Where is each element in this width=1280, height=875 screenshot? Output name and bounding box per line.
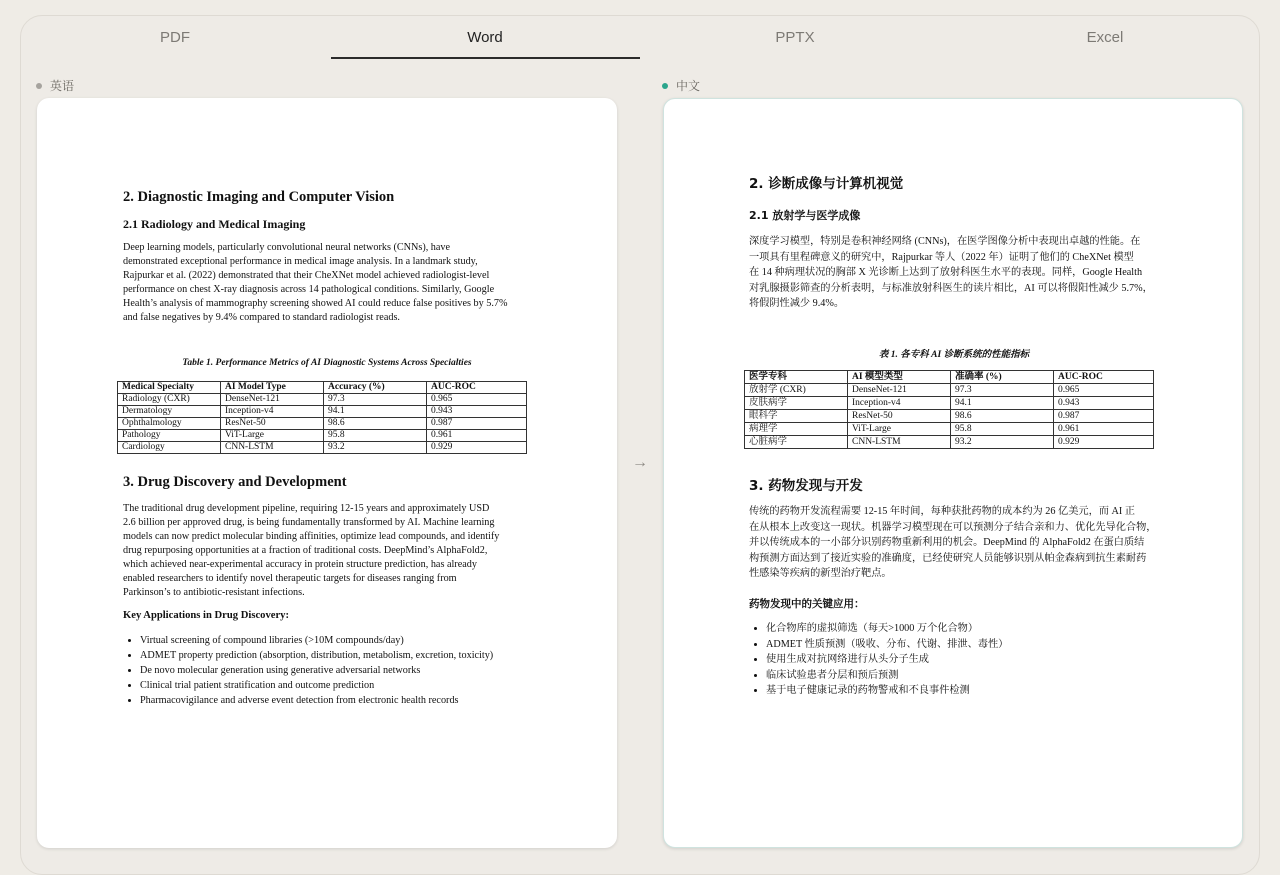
table-cell: 0.943 [427,406,527,418]
table-cell: 94.1 [324,406,427,418]
table-header-cell: Medical Specialty [118,382,221,394]
translated-document-page[interactable] [663,98,1243,848]
section-2-title: 2. Diagnostic Imaging and Computer Vision [123,189,395,205]
table-cell: 心脏病学 [745,436,848,449]
tab-word[interactable]: Word [467,29,503,46]
paragraph-line: 一项具有里程碑意义的研究中，Rajpurkar 等人（2022 年）证明了他们的 CheXNet 模型 [749,251,1134,263]
table-cell: ResNet-50 [848,410,951,423]
table-cell: Inception-v4 [221,406,324,418]
list-item: • 临床试验患者分层和预后预测 [766,668,1206,684]
table-cell: 0.961 [1054,423,1154,436]
table-cell: 95.8 [951,423,1054,436]
performance-table [744,370,1154,449]
paragraph-line: 在 14 种病理状况的胸部 X 光诊断上达到了放射科医生水平的表现。同样，Google Health [749,267,1143,278]
table-header-cell: AI 模型类型 [848,371,951,384]
table-header-row [745,371,1154,384]
table-header-row [118,382,527,394]
table-row [118,442,527,454]
key-applications-list [123,633,610,708]
list-item: • ADMET property prediction (absorption, distribution, metabolism, excretion, toxicity) [140,648,610,663]
list-item: • ADMET 性质预测（吸收、分布、代谢、排泄、毒性） [766,637,1206,653]
table-row [118,430,527,442]
paragraph-line: 对乳腺摄影筛查的分析表明，与标准放射科医生的读片相比，AI 可以将假阳性减少 5.7%， [749,282,1153,294]
paragraph-line: Parkinson’s to antibiotic-resistant infections. [123,587,305,598]
list-item: • Pharmacovigilance and adverse event detection from electronic health records [140,693,610,708]
paragraph-line: performance on chest X-ray diagnosis across 14 pathological conditions. Similarly, Google [123,284,495,295]
table-cell: 98.6 [951,410,1054,423]
table-cell: 97.3 [324,394,427,406]
source-document-page[interactable] [37,98,617,848]
list-item: • De novo molecular generation using generative adversarial networks [140,663,610,678]
source-language-label [36,77,74,94]
table-cell: DenseNet-121 [848,384,951,397]
table-cell: 皮肤病学 [745,397,848,410]
list-item: • Clinical trial patient stratification and outcome prediction [140,678,610,693]
table-cell: 0.961 [427,430,527,442]
list-item: • 基于电子健康记录的药物警戒和不良事件检测 [766,683,1206,699]
table-cell: 0.965 [427,394,527,406]
paragraph-line: models can now predict molecular binding affinities, optimize lead compounds, and identify [123,531,500,542]
paragraph-line: 性感染等疾病的新型治疗靶点。 [749,568,892,579]
paragraph-line: 深度学习模型，特别是卷积神经网络 (CNNs)，在医学图像分析中表现出卓越的性能。在 [749,236,1141,247]
source-language-text: 英语 [50,79,75,93]
active-tab-indicator [331,57,640,59]
table-cell: 0.965 [1054,384,1154,397]
paragraph-line: demonstrated exceptional performance in medical image analysis. In a landmark study, [123,256,478,267]
table-header-cell: 医学专科 [745,371,848,384]
paragraph-line: enabled researchers to identify novel therapeutic targets for diseases ranging from [123,573,457,584]
paragraph-line: drug repurposing opportunities at a fraction of traditional costs. DeepMind’s AlphaFold2, [123,545,488,556]
performance-table [117,381,527,454]
paragraph-line: 传统的药物开发流程需要 12-15 年时间，每种获批药物的成本约为 26 亿美元，而 AI 正 [749,506,1135,517]
table-row [118,406,527,418]
table-cell: 93.2 [324,442,427,454]
table-row [745,384,1154,397]
table-cell: DenseNet-121 [221,394,324,406]
section-3-paragraph [123,502,583,600]
section-2-title: 2. 诊断成像与计算机视觉 [749,176,904,192]
paragraph-line: 并以传统成本的一小部分识别药物重新利用的机会。DeepMind 的 AlphaFold2 在蛋白质结 [749,537,1145,548]
table-cell: Cardiology [118,442,221,454]
table-row [745,423,1154,436]
table-cell: ResNet-50 [221,418,324,430]
table-header-cell: Accuracy (%) [324,382,427,394]
table-cell: 眼科学 [745,410,848,423]
table-caption: 表 1. 各专科 AI 诊断系统的性能指标 [878,350,1030,360]
table-cell: 95.8 [324,430,427,442]
key-applications-list [749,621,1206,699]
paragraph-line: 构预测方面达到了接近实验的准确度，已经使研究人员能够识别从帕金森病到抗生素耐药 [749,552,1147,564]
table-cell: 93.2 [951,436,1054,449]
table-row [118,394,527,406]
paragraph-line: which achieved near-experimental accuracy in protein structure prediction, has already [123,559,477,570]
table-cell: 0.943 [1054,397,1154,410]
section-2-1-title: 2.1 放射学与医学成像 [749,209,861,222]
section-2-1-title: 2.1 Radiology and Medical Imaging [123,217,306,231]
key-applications-title: Key Applications in Drug Discovery: [123,610,289,621]
table-cell: 病理学 [745,423,848,436]
table-header-cell: AI Model Type [221,382,324,394]
table-cell: Dermatology [118,406,221,418]
list-item: • Virtual screening of compound libraries (>10M compounds/day) [140,633,610,648]
table-row [745,410,1154,423]
table-cell: 放射学 (CXR) [745,384,848,397]
table-cell: Radiology (CXR) [118,394,221,406]
list-item: • 化合物库的虚拟筛选（每天>1000 万个化合物） [766,621,1206,637]
table-cell: 0.929 [427,442,527,454]
table-cell: CNN-LSTM [221,442,324,454]
section-3-paragraph [749,504,1179,582]
section-3-title: 3. 药物发现与开发 [749,478,863,494]
table-cell: 0.987 [1054,410,1154,423]
paragraph-line: Deep learning models, particularly convolutional neural networks (CNNs), have [123,242,451,253]
format-tabs [20,15,1260,61]
tab-excel[interactable]: Excel [1086,29,1124,46]
paragraph-line: The traditional drug development pipeline, requiring 12-15 years and approximately USD [123,503,490,514]
table-header-cell: 准确率 (%) [951,371,1054,384]
section-2-1-paragraph [749,234,1179,312]
list-item: • 使用生成对抗网络进行从头分子生成 [766,652,1206,668]
table-cell: 0.987 [427,418,527,430]
section-3-title: 3. Drug Discovery and Development [123,474,347,490]
table-cell: Ophthalmology [118,418,221,430]
table-cell: 98.6 [324,418,427,430]
paragraph-line: 将假阴性减少 9.4%。 [749,298,845,309]
paragraph-line: 在从根本上改变这一现状。机器学习模型现在可以预测分子结合亲和力、优化先导化合物， [749,521,1157,533]
table-cell: Pathology [118,430,221,442]
table-cell: 0.929 [1054,436,1154,449]
table-header-cell: AUC-ROC [1054,371,1154,384]
table-cell: CNN-LSTM [848,436,951,449]
key-applications-title: 药物发现中的关键应用： [749,598,865,610]
table-row [745,397,1154,410]
table-cell: Inception-v4 [848,397,951,410]
table-header-cell: AUC-ROC [427,382,527,394]
section-2-1-paragraph [123,241,583,325]
table-cell: ViT-Large [848,423,951,436]
target-language-text: 中文 [676,79,701,93]
paragraph-line: 2.6 billion per approved drug, is being fundamentally transformed by AI. Machine learning [123,517,495,528]
status-dot-icon [36,83,42,89]
status-dot-icon [662,83,668,89]
paragraph-line: and false negatives by 9.4% compared to standard radiologist reads. [123,312,400,323]
table-row [118,418,527,430]
paragraph-line: Health’s analysis of mammography screening showed AI could reduce false positives by 5.7% [123,298,508,309]
table-cell: 94.1 [951,397,1054,410]
table-caption: Table 1. Performance Metrics of AI Diagnostic Systems Across Specialties [182,358,472,368]
table-row [745,436,1154,449]
tab-pdf[interactable]: PDF [160,29,190,46]
translate-arrow-icon: → [632,454,648,471]
tab-pptx[interactable]: PPTX [775,29,815,46]
paragraph-line: Rajpurkar et al. (2022) demonstrated that their CheXNet model achieved radiologist-level [123,270,490,281]
table-cell: ViT-Large [221,430,324,442]
table-cell: 97.3 [951,384,1054,397]
target-language-label [662,77,700,94]
